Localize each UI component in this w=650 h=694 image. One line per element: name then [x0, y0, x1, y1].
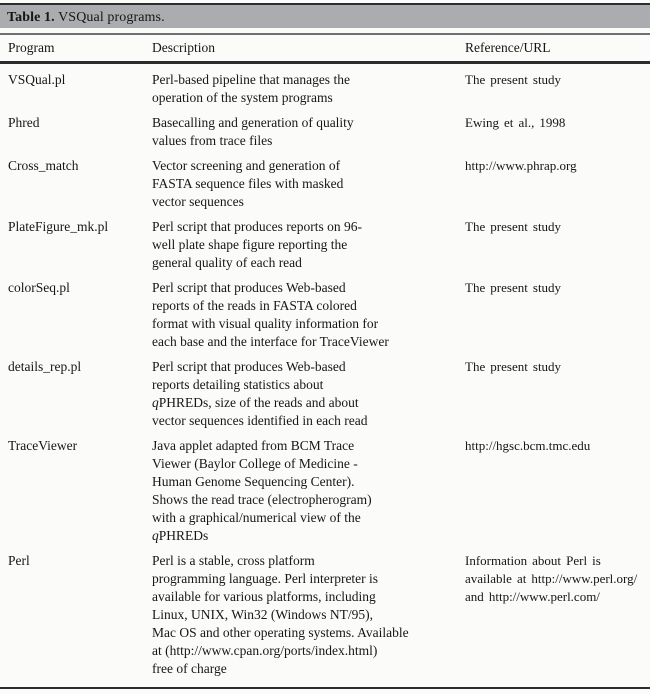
description-line: with a graphical/numerical view of the: [152, 510, 361, 525]
column-header-reference: Reference/URL: [465, 40, 551, 55]
table-row: [8, 157, 650, 218]
program-description: [152, 218, 465, 272]
reference-line: http://hgsc.bcm.tmc.edu: [465, 438, 591, 453]
table-row: [8, 71, 650, 114]
reference-line: The present study: [465, 219, 562, 234]
text: PHREDs: [158, 528, 209, 543]
description-line: free of charge: [152, 661, 227, 676]
description-line: Viewer (Baylor College of Medicine -: [152, 456, 358, 471]
program-reference: [465, 71, 650, 107]
program-name: PlateFigure_mk.pl: [8, 219, 109, 234]
table-row: [8, 358, 650, 437]
table-row: [8, 437, 650, 552]
description-line: Vector screening and generation of: [152, 158, 341, 173]
description-line: reports of the reads in FASTA colored: [152, 298, 357, 313]
reference-line: Information about Perl is: [465, 553, 601, 568]
description-line: Java applet adapted from BCM Trace: [152, 438, 355, 453]
table-row: [8, 552, 650, 685]
description-line: [152, 394, 465, 412]
program-reference: [465, 114, 650, 150]
program-name: colorSeq.pl: [8, 280, 70, 295]
description-line: Shows the read trace (electropherogram): [152, 492, 372, 507]
program-description: [152, 157, 465, 211]
table-caption-text: VSQual programs.: [54, 10, 165, 25]
table-number: Table 1.: [7, 10, 55, 25]
reference-line: The present study: [465, 72, 562, 87]
reference-line: http://www.phrap.org: [465, 158, 577, 173]
table-body: [0, 64, 650, 685]
program-reference: [465, 218, 650, 272]
description-line: Basecalling and generation of quality: [152, 115, 354, 130]
table-row: [8, 114, 650, 157]
description-line: Perl script that produces Web-based: [152, 359, 346, 374]
description-line: Perl script that produces reports on 96-: [152, 219, 362, 234]
program-description: [152, 279, 465, 351]
description-line: each base and the interface for TraceViewer: [152, 334, 389, 349]
divider-bottom: [0, 687, 650, 689]
program-name: details_rep.pl: [8, 359, 82, 374]
program-reference: [465, 552, 650, 678]
description-line: general quality of each read: [152, 255, 302, 270]
program-name: VSQual.pl: [8, 72, 66, 87]
description-line: at (http://www.cpan.org/ports/index.html): [152, 643, 378, 658]
description-line: Perl is a stable, cross platform: [152, 553, 315, 568]
table-row: [8, 279, 650, 358]
program-description: [152, 71, 465, 107]
program-reference: [465, 157, 650, 211]
program-description: [152, 552, 465, 678]
table-caption-bar: [0, 3, 650, 28]
program-description: [152, 358, 465, 430]
program-description: [152, 114, 465, 150]
reference-line: available at http://www.perl.org/: [465, 571, 638, 586]
description-line: values from trace files: [152, 133, 273, 148]
description-line: programming language. Perl interpreter is: [152, 571, 379, 586]
description-line: reports detailing statistics about: [152, 377, 324, 392]
reference-line: and http://www.perl.com/: [465, 589, 600, 604]
reference-line: The present study: [465, 280, 562, 295]
program-description: [152, 437, 465, 545]
description-line: Perl script that produces Web-based: [152, 280, 346, 295]
description-line: Perl-based pipeline that manages the: [152, 72, 350, 87]
text: PHREDs, size of the reads and about: [158, 395, 359, 410]
description-line: vector sequences: [152, 194, 244, 209]
table-row: [8, 218, 650, 279]
column-header-description: Description: [152, 40, 215, 55]
program-name: TraceViewer: [8, 438, 78, 453]
program-name: Cross_match: [8, 158, 79, 173]
description-line: vector sequences identified in each read: [152, 413, 368, 428]
program-reference: [465, 437, 650, 545]
description-line: Mac OS and other operating systems. Available: [152, 625, 409, 640]
description-line: [152, 527, 465, 545]
description-line: Human Genome Sequencing Center).: [152, 474, 355, 489]
italic-text: q: [152, 395, 159, 410]
description-line: operation of the system programs: [152, 90, 333, 105]
description-line: FASTA sequence files with masked: [152, 176, 344, 191]
program-reference: [465, 358, 650, 430]
column-header-program: Program: [8, 40, 55, 55]
reference-line: The present study: [465, 359, 562, 374]
program-name: Perl: [8, 553, 30, 568]
description-line: available for various platforms, including: [152, 589, 376, 604]
italic-text: q: [152, 528, 159, 543]
description-line: well plate shape figure reporting the: [152, 237, 348, 252]
column-headers: [0, 35, 650, 61]
description-line: Linux, UNIX, Win32 (Windows NT/95),: [152, 607, 374, 622]
program-reference: [465, 279, 650, 351]
program-name: Phred: [8, 115, 40, 130]
description-line: format with visual quality information for: [152, 316, 379, 331]
reference-line: Ewing et al., 1998: [465, 115, 566, 130]
